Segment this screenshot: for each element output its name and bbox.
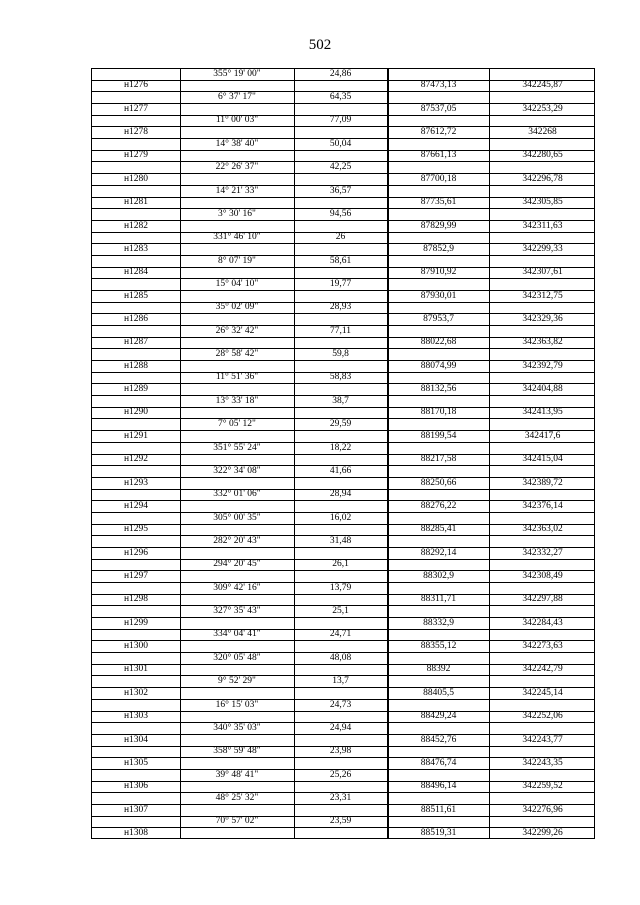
- point-label: н1297: [123, 571, 149, 581]
- bearing-angle: 355° 19' 00": [213, 68, 261, 79]
- bearing-angle: 13° 33' 18": [215, 395, 259, 406]
- point-label: н1303: [123, 711, 149, 722]
- y-coordinate: 342363,82: [522, 337, 563, 348]
- bearing-angle: 9° 52' 29": [218, 676, 256, 687]
- segment-length: 50,04: [329, 138, 352, 149]
- segment-length: 16,02: [329, 512, 352, 523]
- bearing-angle: 309° 42' 16": [213, 582, 261, 593]
- segment-length: 28,94: [329, 489, 352, 500]
- row-divider: [92, 838, 594, 839]
- y-coordinate: 342296,78: [522, 173, 563, 184]
- y-coordinate: 342243,35: [522, 757, 563, 768]
- segment-length: 24,94: [329, 722, 352, 733]
- segment-length: 36,57: [329, 185, 352, 196]
- y-coordinate: 342284,43: [522, 617, 563, 628]
- segment-length: 23,59: [329, 816, 352, 827]
- bearing-angle: 35° 02' 09": [215, 302, 259, 313]
- bearing-angle: 14° 21' 33": [215, 185, 259, 196]
- y-coordinate: 342273,63: [522, 641, 563, 652]
- bearing-angle: 332° 01' 06": [213, 489, 261, 500]
- y-coordinate: 342242,79: [522, 664, 563, 675]
- bearing-angle: 28° 58' 42": [215, 349, 259, 360]
- x-coordinate: 87661,13: [420, 150, 457, 161]
- segment-length: 24,73: [329, 699, 352, 710]
- x-coordinate: 87537,05: [420, 103, 457, 114]
- y-coordinate: 342404,88: [522, 384, 563, 395]
- point-label: н1296: [123, 547, 149, 558]
- y-coordinate: 342311,63: [522, 220, 563, 231]
- segment-length: 94,56: [329, 208, 352, 219]
- segment-length: 64,35: [329, 92, 352, 103]
- bearing-angle: 14° 38' 40": [215, 138, 259, 149]
- x-coordinate: 87473,13: [420, 80, 457, 91]
- segment-length: 77,11: [329, 325, 352, 336]
- x-coordinate: 88311,71: [420, 594, 457, 605]
- bearing-angle: 327° 35' 43": [213, 606, 261, 617]
- segment-length: 28,93: [329, 302, 352, 313]
- point-label: н1302: [123, 687, 149, 698]
- x-coordinate: 88276,22: [420, 500, 457, 511]
- bearing-angle: 3° 30' 16": [218, 208, 256, 219]
- x-coordinate: 88170,18: [420, 407, 457, 418]
- bearing-angle: 334° 04' 41": [213, 629, 261, 640]
- segment-length: 25,26: [329, 769, 352, 780]
- x-coordinate: 88355,12: [420, 641, 457, 652]
- segment-length: 13,79: [329, 582, 352, 593]
- x-coordinate: 88217,58: [420, 454, 457, 465]
- x-coordinate: 88250,66: [420, 477, 457, 488]
- bearing-angle: 15° 04' 10": [215, 278, 259, 289]
- point-label: н1305: [123, 757, 149, 768]
- bearing-angle: 11° 00' 03": [215, 115, 259, 126]
- point-label: н1280: [123, 173, 149, 184]
- x-coordinate: 88511,61: [420, 804, 457, 815]
- x-coordinate: 88405,5: [423, 687, 454, 698]
- point-label: н1298: [123, 594, 149, 605]
- page-number: 502: [308, 37, 332, 53]
- point-label: н1300: [123, 641, 149, 652]
- point-label: н1279: [123, 150, 149, 161]
- point-label: н1281: [123, 197, 149, 208]
- x-coordinate: 87829,99: [420, 220, 457, 231]
- x-coordinate: 88285,41: [420, 524, 457, 535]
- x-coordinate: 87930,01: [420, 290, 457, 301]
- x-coordinate: 88392: [426, 664, 451, 675]
- x-coordinate: 88332,9: [423, 617, 454, 628]
- segment-length: 26,1: [332, 559, 349, 570]
- x-coordinate: 88132,56: [420, 384, 457, 395]
- segment-length: 23,31: [329, 792, 352, 803]
- bearing-angle: 39° 48' 41": [215, 769, 259, 780]
- y-coordinate: 342297,88: [522, 594, 563, 605]
- point-label: н1278: [123, 127, 149, 138]
- bearing-angle: 16° 15' 03": [215, 699, 259, 710]
- point-label: н1299: [123, 617, 149, 628]
- x-coordinate: 88519,31: [420, 828, 457, 838]
- bearing-angle: 320° 05' 48": [213, 652, 261, 663]
- point-label: н1292: [123, 454, 149, 465]
- y-coordinate: 342392,79: [522, 360, 563, 371]
- segment-length: 59,8: [332, 349, 349, 360]
- x-coordinate: 87852,9: [423, 243, 454, 254]
- y-coordinate: 342280,65: [522, 150, 563, 161]
- segment-length: 24,86: [329, 68, 352, 79]
- segment-length: 31,48: [329, 535, 352, 546]
- segment-length: 29,59: [329, 419, 352, 430]
- x-coordinate: 88429,24: [420, 711, 457, 722]
- bearing-angle: 358° 59' 48": [213, 746, 261, 757]
- point-label: н1290: [123, 407, 149, 418]
- bearing-angle: 48° 25' 32": [215, 792, 259, 803]
- point-label: н1307: [123, 804, 149, 815]
- y-coordinate: 342245,87: [522, 80, 563, 91]
- x-coordinate: 87700,18: [420, 173, 457, 184]
- x-coordinate: 88074,99: [420, 360, 457, 371]
- segment-length: 23,98: [329, 746, 352, 757]
- segment-length: 24,71: [329, 629, 352, 640]
- y-coordinate: 342243,77: [522, 734, 563, 745]
- x-coordinate: 88022,68: [420, 337, 457, 348]
- bearing-angle: 322° 34' 08": [213, 465, 261, 476]
- point-label: н1293: [123, 477, 149, 488]
- bearing-angle: 7° 05' 12": [218, 419, 256, 430]
- x-coordinate: 88496,14: [420, 781, 457, 792]
- coordinates-table: [91, 68, 595, 839]
- y-coordinate: 342299,26: [522, 828, 563, 838]
- y-coordinate: 342307,61: [522, 267, 563, 278]
- x-coordinate: 88292,14: [420, 547, 457, 558]
- bearing-angle: 8° 07' 19": [218, 255, 256, 266]
- point-label: н1306: [123, 781, 149, 792]
- y-coordinate: 342329,36: [522, 314, 563, 324]
- x-coordinate: 88476,74: [420, 757, 457, 768]
- point-label: н1301: [123, 664, 149, 675]
- segment-length: 42,25: [329, 162, 352, 173]
- segment-length: 26: [335, 232, 346, 243]
- segment-length: 25,1: [332, 606, 349, 617]
- segment-length: 41,66: [329, 465, 352, 476]
- segment-length: 13,7: [332, 676, 349, 687]
- point-label: н1294: [123, 500, 149, 511]
- bearing-angle: 22° 26' 37": [215, 162, 259, 173]
- x-coordinate: 87910,92: [420, 267, 457, 278]
- point-label: н1283: [123, 243, 149, 254]
- x-coordinate: 87735,61: [420, 197, 457, 208]
- y-coordinate: 342332,27: [522, 547, 563, 558]
- point-label: н1276: [123, 80, 149, 91]
- point-label: н1285: [123, 290, 149, 301]
- y-coordinate: 342308,49: [522, 571, 563, 581]
- y-coordinate: 342312,75: [522, 290, 563, 301]
- point-label: н1287: [123, 337, 149, 348]
- bearing-angle: 331° 46' 10": [213, 232, 261, 243]
- y-coordinate: 342389,72: [522, 477, 563, 488]
- point-label: н1277: [123, 103, 149, 114]
- segment-length: 18,22: [329, 442, 352, 453]
- bearing-angle: 294° 20' 45": [213, 559, 261, 570]
- point-label: н1295: [123, 524, 149, 535]
- bearing-angle: 282° 20' 43": [213, 535, 261, 546]
- y-coordinate: 342413,95: [522, 407, 563, 418]
- point-label: н1288: [123, 360, 149, 371]
- x-coordinate: 88452,76: [420, 734, 457, 745]
- x-coordinate: 88302,9: [423, 571, 454, 581]
- point-label: н1282: [123, 220, 149, 231]
- y-coordinate: 342276,96: [522, 804, 563, 815]
- bearing-angle: 26° 32' 42": [215, 325, 259, 336]
- x-coordinate: 88199,54: [420, 430, 457, 441]
- segment-length: 58,83: [329, 372, 352, 383]
- point-label: н1304: [123, 734, 149, 745]
- bearing-angle: 70° 57' 02": [215, 816, 259, 827]
- y-coordinate: 342299,33: [522, 243, 563, 254]
- point-label: н1289: [123, 384, 149, 395]
- x-coordinate: 87953,7: [423, 314, 454, 324]
- bearing-angle: 340° 35' 03": [213, 722, 261, 733]
- y-coordinate: 342245,14: [522, 687, 563, 698]
- segment-length: 58,61: [329, 255, 352, 266]
- y-coordinate: 342305,85: [522, 197, 563, 208]
- bearing-angle: 305° 00' 35": [213, 512, 261, 523]
- y-coordinate: 342415,04: [522, 454, 563, 465]
- point-label: н1308: [123, 828, 149, 838]
- point-label: н1284: [123, 267, 149, 278]
- y-coordinate: 342259,52: [522, 781, 563, 792]
- segment-length: 38,7: [332, 395, 349, 406]
- y-coordinate: 342268: [528, 127, 557, 138]
- bearing-angle: 351° 55' 24": [213, 442, 261, 453]
- segment-length: 19,77: [329, 278, 352, 289]
- y-coordinate: 342376,14: [522, 500, 563, 511]
- point-label: н1291: [123, 430, 149, 441]
- x-coordinate: 87612,72: [420, 127, 457, 138]
- segment-length: 48,08: [329, 652, 352, 663]
- bearing-angle: 6° 37' 17": [218, 92, 256, 103]
- bearing-angle: 11° 51' 36": [215, 372, 259, 383]
- segment-length: 77,09: [329, 115, 352, 126]
- point-label: н1286: [123, 314, 149, 324]
- y-coordinate: 342363,02: [522, 524, 563, 535]
- y-coordinate: 342417,6: [524, 430, 561, 441]
- y-coordinate: 342253,29: [522, 103, 563, 114]
- y-coordinate: 342252,06: [522, 711, 563, 722]
